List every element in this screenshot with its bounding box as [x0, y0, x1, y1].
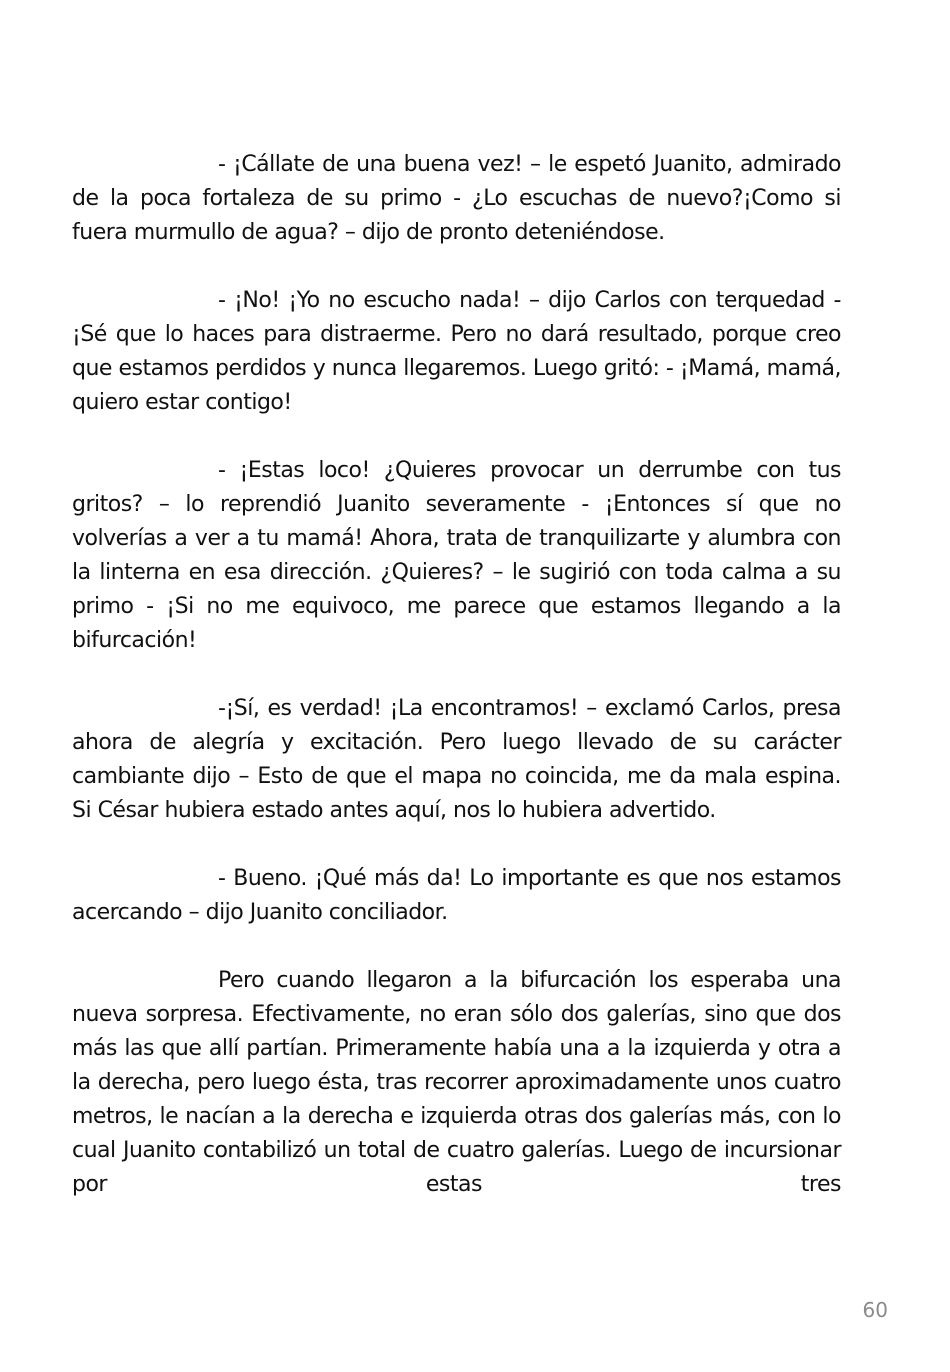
paragraph-3: - ¡Estas loco! ¿Quieres provocar un derrumbe con tus gritos? – lo reprendió Juanito severamente - ¡Entonces sí que no volverías a ver a tu mamá! Ahora, trata de tranquilizarte y alumbra con la linterna en esa dirección. ¿Quieres? – le sugirió con toda calma a su primo - ¡Si no me equivoco, me parece que estamos llegando a la bifurcación! — [72, 458, 841, 653]
paragraph-6: Pero cuando llegaron a la bifurcación los esperaba una nueva sorpresa. Efectivamente, no eran sólo dos galerías, sino que dos más las que allí partían. Primeramente había una a la izquierda y otra a la derecha, pero luego ésta, tras recorrer aproximadamente unos cuatro metros, le nacían a la derecha e izquierda otras dos galerías más, con lo cual Juanito contabilizó un total de cuatro galerías. Luego de incursionar por estas tres — [72, 968, 841, 1197]
page-number: 60 — [862, 1298, 888, 1322]
paragraph-5: - Bueno. ¡Qué más da! Lo importante es que nos estamos acercando – dijo Juanito conciliador. — [72, 866, 841, 925]
paragraph-2: - ¡No! ¡Yo no escucho nada! – dijo Carlos con terquedad - ¡Sé que lo haces para distraerme. Pero no dará resultado, porque creo que estamos perdidos y nunca llegaremos. Luego gritó: - ¡Mamá, mamá, quiero estar contigo! — [72, 288, 841, 415]
paragraph-1: - ¡Cállate de una buena vez! – le espetó Juanito, admirado de la poca fortaleza de su primo - ¿Lo escuchas de nuevo?¡Como si fuera murmullo de agua? – dijo de pronto deteniéndose. — [72, 152, 841, 245]
paragraph-4: -¡Sí, es verdad! ¡La encontramos! – exclamó Carlos, presa ahora de alegría y excitación. Pero luego llevado de su carácter cambiante dijo – Esto de que el mapa no coincida, me da mala espina. Si César hubiera estado antes aquí, nos lo hubiera advertido. — [72, 696, 841, 823]
page-body — [72, 148, 841, 1202]
